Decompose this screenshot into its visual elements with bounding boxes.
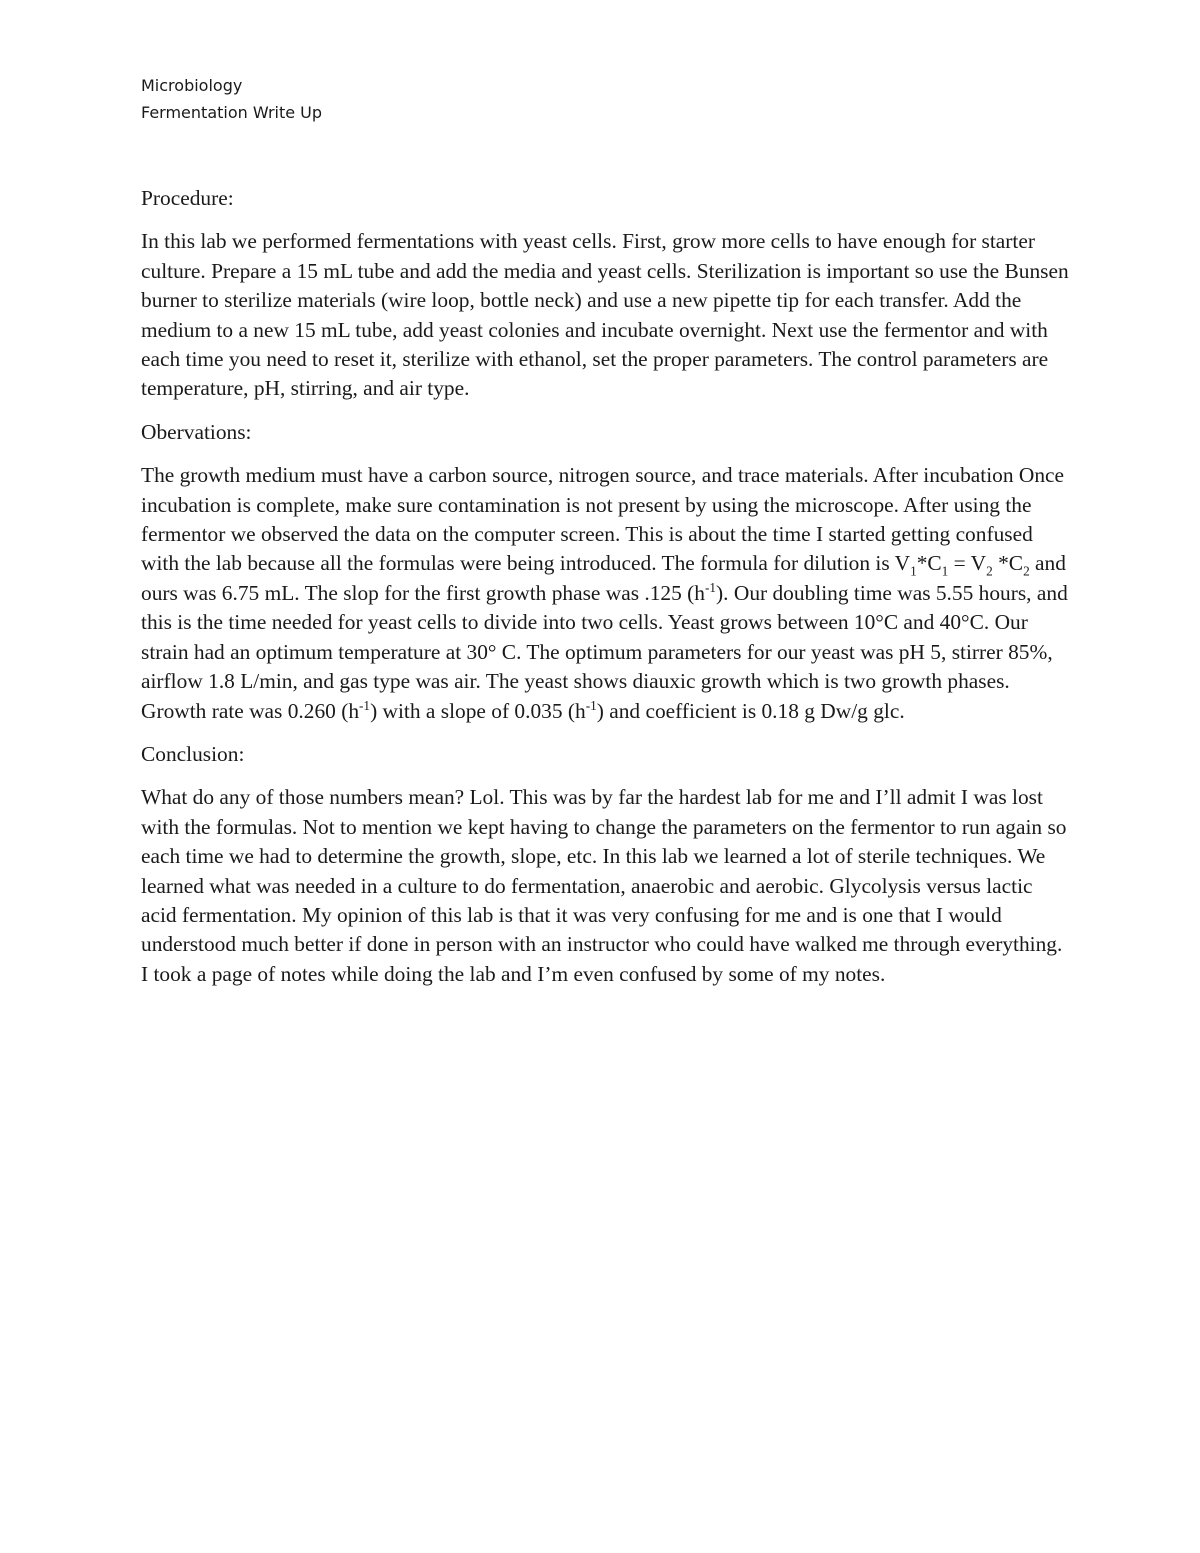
observations-heading: Obervations: bbox=[141, 419, 252, 444]
observations-text-3: ). Our doubling time was 5.55 hours, and this is the time needed for yeast cells to divide into two cells. Yeast grows between 10°C and 40°C. Our strain had an optimum temperature at 30° C. The optimum parameters for our yeast was pH 5, stirrer 85%, airflow 1.8 L/min, and gas type was air. The yeast shows diauxic growth which is two growth phases. Growth rate was 0.260 (h bbox=[141, 580, 1068, 723]
formula-sub-1b: 1 bbox=[941, 563, 949, 579]
observations-text-1: The growth medium must have a carbon source, nitrogen source, and trace materials. After incubation Once incubation is complete, make sure contamination is not present by using the microscope. After using the fermentor we observed the data on the computer screen. This is about the time I started getting confused with the lab because all the formulas were being introduced. The formula for dilution is bbox=[141, 463, 1065, 576]
formula-star-c2: *C bbox=[992, 551, 1024, 576]
conclusion-heading: Conclusion: bbox=[141, 741, 245, 766]
observations-text-5: ) and coefficient is 0.18 g Dw/g glc. bbox=[596, 698, 905, 723]
document-title: Fermentation Write Up bbox=[141, 103, 323, 122]
formula-equals: = bbox=[948, 551, 971, 576]
document-header bbox=[141, 72, 322, 126]
observations-paragraph bbox=[141, 461, 1071, 726]
conclusion-paragraph: What do any of those numbers mean? Lol. This was by far the hardest lab for me and I’ll admit I was lost with the formulas. Not to mention we kept having to change the parameters on the fermentor to run again so each time we had to determine the growth, slope, etc. In this lab we learned a lot of sterile techniques. We learned what was needed in a culture to do fermentation, anaerobic and aerobic. Glycolysis versus lactic acid fermentation. My opinion of this lab is that it was very confusing for me and is one that I would understood much better if done in person with an instructor who could have walked me through everything. I took a page of notes while doing the lab and I’m even confused by some of my notes. bbox=[141, 785, 1067, 986]
observations-text-2: and ours was 6.75 mL. The slop for the first growth phase was .125 (h bbox=[141, 551, 1066, 605]
unit-superscript-2: -1 bbox=[359, 697, 371, 713]
formula-star-c1: *C bbox=[916, 551, 942, 576]
course-name: Microbiology bbox=[141, 76, 243, 95]
formula-sub-1a: 1 bbox=[910, 563, 917, 579]
formula-sub-2b: 2 bbox=[1023, 563, 1030, 579]
observations-text-4: ) with a slope of 0.035 (h bbox=[370, 698, 586, 723]
unit-superscript-3: -1 bbox=[585, 697, 597, 713]
unit-superscript-1: -1 bbox=[705, 579, 717, 595]
formula-sub-2a: 2 bbox=[986, 563, 993, 579]
formula-v1: V bbox=[894, 551, 911, 576]
formula-v2: V bbox=[970, 551, 987, 576]
document-body bbox=[141, 184, 1071, 1003]
procedure-heading: Procedure: bbox=[141, 186, 234, 210]
procedure-paragraph: In this lab we performed fermentations with yeast cells. First, grow more cells to have enough for starter culture. Prepare a 15 mL tube and add the media and yeast cells. Sterilization is important so use the Bunsen burner to sterilize materials (wire loop, bottle neck) and use a new pipette tip for each transfer. Add the medium to a new 15 mL tube, add yeast colonies and incubate overnight. Next use the fermentor and with each time you need to reset it, sterilize with ethanol, set the proper parameters. The control parameters are temperature, pH, stirring, and air type. bbox=[141, 229, 1069, 401]
